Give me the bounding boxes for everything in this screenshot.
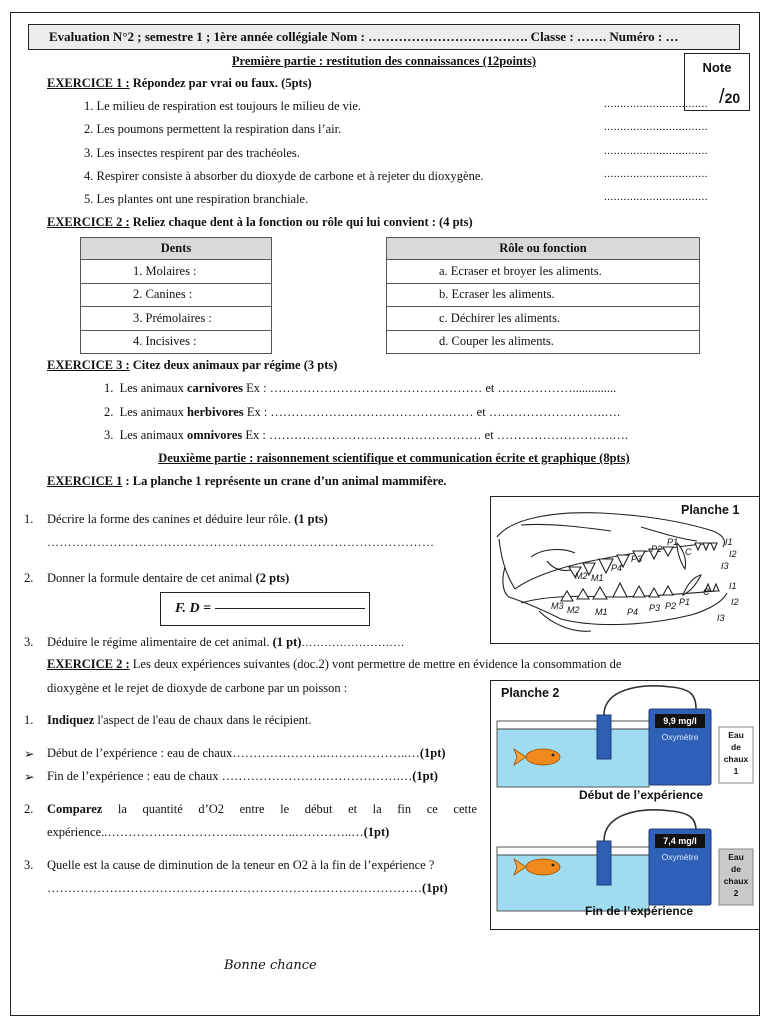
- function-table: [386, 237, 700, 354]
- planche1-skull-figure: [490, 496, 760, 644]
- p2-ex2-q3-answer[interactable]: ………………………………………………………………………………(1pt): [47, 881, 448, 895]
- fd-label: F. D =: [175, 601, 212, 616]
- arrow-bullet-icon: ➢: [24, 747, 35, 761]
- function-cell: c. Déchirer les aliments.: [387, 307, 700, 331]
- eau-de-chaux-2: Eau de chaux 2: [723, 852, 749, 898]
- tooth-label: I2: [729, 549, 737, 559]
- p2-ex1-num: 1.: [24, 512, 34, 526]
- p2-ex2-q2: Comparez la quantité d’O2 entre le début et la fin ce cette: [47, 802, 477, 816]
- debut-answer[interactable]: Début de l’expérience : eau de chaux…………………..………………..…(1pt): [47, 746, 446, 760]
- caption-fin: Fin de l’expérience: [585, 904, 694, 918]
- tooth-label: C: [703, 587, 710, 597]
- p2-ex2-intro-line1: EXERCICE 2 : Les deux expériences suivantes (doc.2) vont permettre de mettre en évidence la consommation de: [47, 657, 622, 671]
- dental-formula-box[interactable]: [160, 592, 370, 626]
- regime-item[interactable]: 1. Les animaux carnivores Ex : …………………………………………… et ………………..............: [104, 381, 617, 395]
- fin-answer[interactable]: Fin de l’expérience : eau de chaux …………………………………….…(1pt): [47, 769, 438, 783]
- arrow-bullet-icon: ➢: [24, 770, 35, 784]
- tooth-label: M2: [567, 605, 580, 615]
- tooth-label: M3: [551, 601, 564, 611]
- p2-ex2-num: 2.: [24, 802, 34, 816]
- tooth-label: C: [685, 547, 692, 557]
- tooth-label: P3: [649, 603, 661, 613]
- teeth-table: [80, 237, 272, 354]
- p2-ex1-q2: Donner la formule dentaire de cet animal (2 pts): [47, 571, 290, 585]
- tooth-cell: 2. Canines :: [81, 283, 272, 307]
- teeth-table-header: Dents: [81, 238, 272, 260]
- tooth-label: M1: [591, 573, 604, 583]
- p1-ex2-title: EXERCICE 2 : Reliez chaque dent à la fonction ou rôle qui lui convient : (4 pts): [47, 215, 473, 229]
- regime-item[interactable]: 2. Les animaux herbivores Ex : …………………………………….…… et ……………………….….: [104, 405, 621, 419]
- tooth-label: P4: [611, 563, 623, 573]
- exam-header: Evaluation N°2 ; semestre 1 ; 1ère année collégiale Nom : ………………………………. Classe : ……. Numéro : …: [28, 24, 740, 50]
- answer-dots[interactable]: ................................: [604, 191, 708, 203]
- p2-ex1-q1-dots[interactable]: …………………………………………………………………………………: [47, 535, 435, 549]
- tooth-label: P3: [631, 554, 643, 564]
- p2-ex2-num: 1.: [24, 713, 34, 727]
- p2-ex1-q3: Déduire le régime alimentaire de cet animal. (1 pt)………………………: [47, 635, 405, 649]
- function-cell: a. Ecraser et broyer les aliments.: [387, 260, 700, 284]
- planche2-experiment-figure: [490, 680, 760, 930]
- tooth-label: P4: [627, 607, 639, 617]
- function-table-header: Rôle ou fonction: [387, 238, 700, 260]
- tooth-label: M2: [575, 571, 588, 581]
- part2-title: Deuxième partie : raisonnement scientifique et communication écrite et graphique (8pts): [158, 451, 630, 465]
- p2-ex1-title: EXERCICE 1 : La planche 1 représente un crane d’un animal mammifère.: [47, 474, 447, 488]
- answer-dots[interactable]: ................................: [604, 121, 708, 133]
- p1-ex1-item: 3. Les insectes respirent par des trachéoles.: [84, 146, 300, 160]
- p2-ex2-q3: Quelle est la cause de diminution de la teneur en O2 à la fin de l’expérience ?: [47, 858, 435, 872]
- p2-ex1-q1: Décrire la forme des canines et déduire leur rôle. (1 pts): [47, 512, 328, 526]
- tooth-cell: 3. Prémolaires :: [81, 307, 272, 331]
- p2-ex1-num: 3.: [24, 635, 34, 649]
- oxymeter-label-2: Oxymètre: [661, 852, 699, 862]
- answer-dots[interactable]: ................................: [604, 145, 708, 157]
- tooth-cell: 1. Molaires :: [81, 260, 272, 284]
- planche2-title: Planche 2: [501, 686, 560, 700]
- tooth-label: I3: [721, 561, 729, 571]
- p2-ex1-num: 2.: [24, 571, 34, 585]
- p1-ex1-item: 4. Respirer consiste à absorber du dioxyde de carbone et à rejeter du dioxygène.: [84, 169, 484, 183]
- tooth-label: P1: [667, 537, 679, 547]
- p1-ex1-item: 5. Les plantes ont une respiration branchiale.: [84, 192, 309, 206]
- regime-item[interactable]: 3. Les animaux omnivores Ex : …………………………………………… et ……………………….….: [104, 428, 629, 442]
- planche1-title: Planche 1: [681, 503, 740, 517]
- answer-dots[interactable]: ................................: [604, 98, 708, 110]
- p1-ex3-title: EXERCICE 3 : Citez deux animaux par régime (3 pts): [47, 358, 338, 372]
- oxymeter-label-1: Oxymètre: [661, 732, 699, 742]
- tooth-label: I3: [717, 613, 725, 623]
- fd-answer-line[interactable]: [215, 608, 365, 609]
- tooth-label: P2: [651, 544, 663, 554]
- tooth-label: I1: [725, 537, 733, 547]
- answer-dots[interactable]: ................................: [604, 168, 708, 180]
- oxymeter-reading-2: 7,4 mg/l: [663, 836, 697, 846]
- oxymeter-reading-1: 9,9 mg/l: [663, 716, 697, 726]
- note-score: /20: [719, 86, 741, 108]
- tooth-label: P2: [665, 601, 677, 611]
- tooth-label: P1: [679, 597, 691, 607]
- p1-ex1-item: 1. Le milieu de respiration est toujours le milieu de vie.: [84, 99, 362, 113]
- p1-ex1-title: EXERCICE 1 : Répondez par vrai ou faux. (5pts): [47, 76, 312, 90]
- p2-ex2-intro-line2: dioxygène et le rejet de dioxyde de carbone par un poisson :: [47, 681, 348, 695]
- note-label: Note: [702, 60, 732, 75]
- p1-ex1-item: 2. Les poumons permettent la respiration dans l’air.: [84, 122, 342, 136]
- p2-ex2-q1: Indiquez l'aspect de l'eau de chaux dans le récipient.: [47, 713, 312, 727]
- tooth-label: I2: [731, 597, 739, 607]
- tooth-label: M1: [595, 607, 608, 617]
- part1-title: Première partie : restitution des connaissances (12points): [231, 54, 537, 68]
- tooth-cell: 4. Incisives :: [81, 330, 272, 354]
- tooth-label: I1: [729, 581, 737, 591]
- p2-ex2-q2-answer[interactable]: expérience..…………………………..…………..…………..…(1pt): [47, 825, 390, 839]
- bonne-chance: Bonne chance: [224, 958, 317, 973]
- p2-ex2-num: 3.: [24, 858, 34, 872]
- eau-de-chaux-1: Eau de chaux 1: [723, 730, 749, 776]
- caption-debut: Début de l’expérience: [579, 788, 704, 802]
- function-cell: b. Ecraser les aliments.: [387, 283, 700, 307]
- function-cell: d. Couper les aliments.: [387, 330, 700, 354]
